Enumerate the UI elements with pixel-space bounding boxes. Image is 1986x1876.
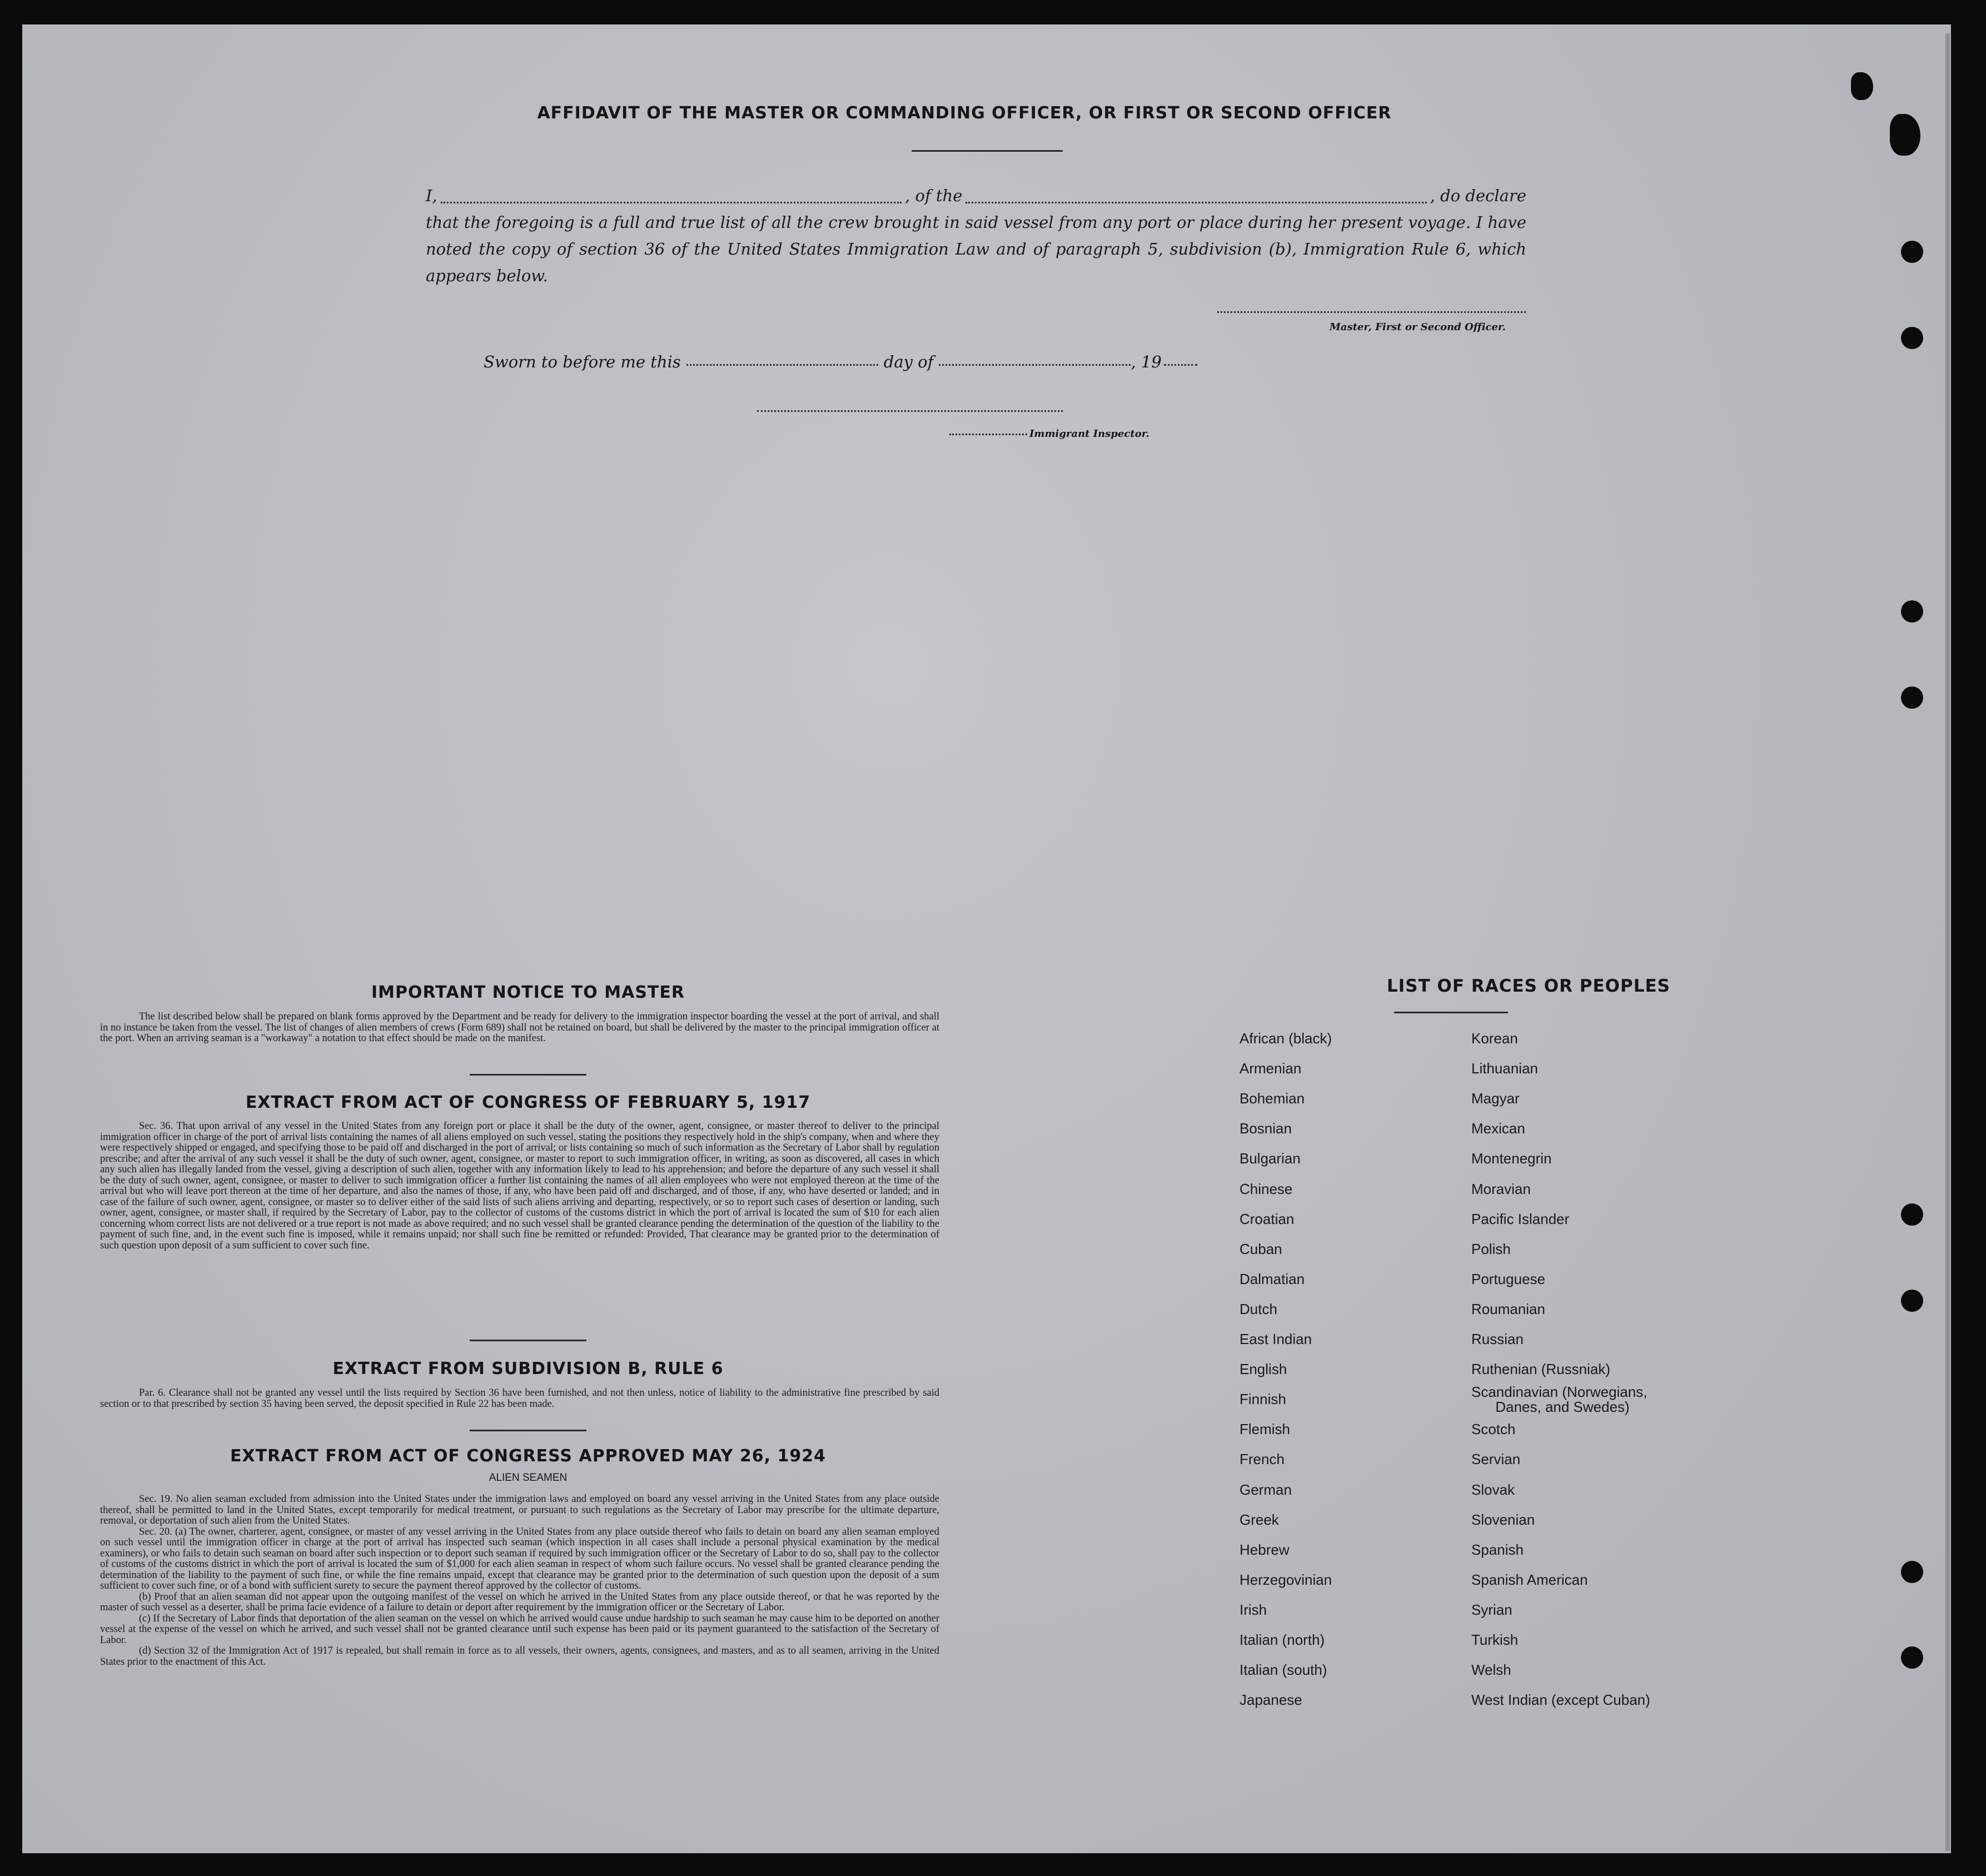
binder-hole — [1901, 1646, 1923, 1669]
torn-edge — [1851, 72, 1873, 100]
race-item: Ruthenian (Russniak) — [1471, 1361, 1611, 1378]
inspector-prefix-line[interactable] — [949, 434, 1027, 435]
affidavit-title: AFFIDAVIT OF THE MASTER OR COMMANDING OFFICER, OR FIRST OR SECOND OFFICER — [537, 103, 1392, 123]
year-blank[interactable] — [1164, 364, 1197, 366]
affidavit-body: that the foregoing is a full and true list of all the crew brought in said vessel from any port or place during her present voyage. I have noted the copy of section 36 of the United States Immigration Law and of paragraph 5, subdivision (b), Immigration Rule 6, which appears below. — [426, 213, 1526, 285]
races-title: LIST OF RACES OR PEOPLES — [1386, 976, 1671, 996]
month-blank[interactable] — [939, 364, 1131, 366]
race-item: Chinese — [1240, 1180, 1293, 1197]
race-item: Moravian — [1471, 1180, 1531, 1197]
binder-hole — [1901, 241, 1923, 263]
race-item: Magyar — [1471, 1090, 1520, 1107]
affidavit-text — [426, 182, 1526, 289]
race-item: Armenian — [1240, 1060, 1302, 1077]
race-item: Italian (north) — [1240, 1631, 1325, 1648]
extract-1917-text — [100, 1121, 939, 1251]
extract-1924-paragraph: Sec. 20. (a) The owner, charterer, agent, consignee, or master of any vessel arriving in the United States from any place outside thereof who fails to detain on board any alien seaman employed on such vessel until the immigration officer in charge at the port of arrival has inspected such seaman (which inspection in all cases shall include a personal physical examination by the medical examiners), or who fails to detain such seaman on board after such inspection or to deport such seaman if required by such immigration officer or the Secretary of Labor to do so, shall pay to the collector of customs of the customs district in which the port of arrival is located the sum of $1,000 for each alien seaman in respect of whom such failure occurs. No vessel shall be granted clearance pending the determination of the liability to the payment of such fine, or while the fine remains unpaid, except that clearance may be granted prior to the determination of such question upon the deposit of a sum sufficient to cover such fine, or of a bond with sufficient surety to secure the payment thereof approved by the collector of customs. — [100, 1526, 939, 1591]
inspector-caption: Immigrant Inspector. — [1029, 428, 1149, 440]
binder-hole — [1901, 1203, 1923, 1226]
binder-hole — [1901, 686, 1923, 709]
race-item: Polish — [1471, 1240, 1511, 1257]
notice-text — [100, 1012, 939, 1044]
divider — [470, 1340, 586, 1341]
extract-1924-paragraph: (d) Section 32 of the Immigration Act of 1917 is repealed, but shall remain in force as to all vessels, their owners, agents, consignees, and masters, and as to all seamen, arriving in the United States prior to the enactment of this Act. — [100, 1645, 939, 1668]
race-item: Bulgarian — [1240, 1150, 1301, 1167]
extract-1924-paragraph: Sec. 19. No alien seaman excluded from admission into the United States under the immigration laws and employed on board any vessel arriving in the United States from any place outside thereof, shall be permitted to land in the United States, except temporarily for medical treatment, or pursuant to such regulations as the Secretary of Labor may prescribe for the ultimate departure, removal, or deportation of such alien from the United States. — [100, 1494, 939, 1526]
divider — [1394, 1012, 1508, 1013]
race-item: Mexican — [1471, 1120, 1525, 1137]
race-item: Herzegovinian — [1240, 1571, 1332, 1588]
race-item: Spanish American — [1471, 1571, 1588, 1588]
extract-1917-title: EXTRACT FROM ACT OF CONGRESS OF FEBRUARY 5, 1917 — [245, 1093, 811, 1112]
extract-1924-paragraph: (b) Proof that an alien seaman did not appear upon the outgoing manifest of the vessel on which he arrived in the United States from any place outside thereof, or that he was reported by the master of such vessel as a deserter, shall be prima facie evidence of a failure to detain or deport after requirement by the immigration officer or the Secretary of Labor. — [100, 1591, 939, 1613]
race-item: Roumanian — [1471, 1300, 1545, 1317]
race-item: African (black) — [1240, 1030, 1332, 1047]
race-item: Finnish — [1240, 1391, 1286, 1408]
race-item: Lithuanian — [1471, 1060, 1538, 1077]
race-item: Scotch — [1471, 1421, 1516, 1438]
divider — [470, 1074, 586, 1076]
race-item: Slovenian — [1471, 1511, 1535, 1528]
extract-1924-title: EXTRACT FROM ACT OF CONGRESS APPROVED MAY 26, 1924 — [230, 1446, 826, 1466]
master-signature-line[interactable] — [1217, 311, 1526, 313]
race-item: Greek — [1240, 1511, 1279, 1528]
race-item: Syrian — [1471, 1601, 1512, 1618]
binder-hole — [1901, 1290, 1923, 1312]
race-item: Korean — [1471, 1030, 1518, 1047]
race-item: Flemish — [1240, 1421, 1291, 1438]
race-item: Dalmatian — [1240, 1270, 1305, 1287]
race-item: German — [1240, 1481, 1292, 1498]
race-item: Welsh — [1471, 1661, 1511, 1679]
divider — [912, 150, 1063, 152]
rule6-title: EXTRACT FROM SUBDIVISION B, RULE 6 — [332, 1359, 724, 1379]
binder-hole — [1901, 1561, 1923, 1583]
race-item: Scandinavian (Norwegians, Danes, and Swedes) — [1471, 1384, 1647, 1416]
rule6-text — [100, 1388, 939, 1410]
affidavit-line-end: , do declare — [1430, 186, 1526, 205]
binder-hole — [1901, 327, 1923, 349]
race-item: East Indian — [1240, 1331, 1312, 1347]
race-item: Servian — [1471, 1451, 1521, 1468]
race-item: Italian (south) — [1240, 1661, 1327, 1679]
race-item: Irish — [1240, 1601, 1267, 1618]
race-item: Slovak — [1471, 1481, 1515, 1498]
race-item: Bosnian — [1240, 1120, 1292, 1137]
rule6-paragraph: Par. 6. Clearance shall not be granted any vessel until the lists required by Section 36 have been furnished, and not then unless, notice of liability to the administrative fine prescribed by said section or to that prescribed by section 35 having been served, the deposit specified in Rule 22 has been made. — [100, 1387, 939, 1410]
race-item: Cuban — [1240, 1240, 1282, 1257]
race-item: Spanish — [1471, 1541, 1524, 1558]
affidavit-line-mid: , of the — [905, 186, 963, 205]
race-item: English — [1240, 1361, 1287, 1378]
race-item: Turkish — [1471, 1631, 1519, 1648]
race-item: Montenegrin — [1471, 1150, 1552, 1167]
race-item: Dutch — [1240, 1300, 1277, 1317]
race-item: Hebrew — [1240, 1541, 1290, 1558]
divider — [470, 1430, 586, 1431]
race-item: Japanese — [1240, 1691, 1302, 1709]
race-item: Portuguese — [1471, 1270, 1545, 1287]
extract-1917-paragraph: Sec. 36. That upon arrival of any vessel in the United States from any foreign port or place it shall be the duty of the owner, agent, consignee, or master thereof to deliver to the principal immigration officer in charge of the port of arrival lists containing the names of all aliens employed on such vessel, stating the positions they respectively hold in the ship's company, when and where they were respectively shipped or engaged, and specifying those to be paid off and discharged in the port of arrival; or lists containing so much of such information as the Secretary of Labor shall by regulation prescribe; and after the arrival of any such vessel it shall be the duty of such owner, agent, consignee, or master to report to such immigration officer, in writing, as soon as discovered, all cases in which any such alien has illegally landed from the vessel, giving a description of such alien, together with any information likely to lead to his apprehension; and before the departure of any such vessel it shall be the duty of such owner, agent, consignee, or master to deliver to such immigration officer a further list containing the names of all alien employees who were not employed thereon at the time of the arrival but who will leave port thereon at the time of her departure, and also the names of those, if any, who have been paid off and discharged, and of those, if any, who have deserted or landed; and in case of the failure of such owner, agent, consignee, or master so to deliver either of the said lists of such aliens arriving and departing, respectively, or so to report such cases of desertion or landing, such owner, agent, consignee, or master shall, if required by the Secretary of Labor, pay to the collector of customs of the customs district in which the port of arrival is located the sum of $10 for each alien concerning whom correct lists are not delivered or a true report is not made as above required; and no such vessel shall be granted clearance pending the determination of the question of the liability to the payment of such fine, and, in the event such fine is imposed, while it remains unpaid; nor shall such fine be remitted or refunded: Provided, That clearance may be granted prior to the determination of such question upon deposit of a sum sufficient to cover such fine. — [100, 1121, 939, 1251]
name-blank[interactable] — [441, 202, 902, 203]
extract-1924-text — [100, 1494, 939, 1668]
day-blank[interactable] — [686, 364, 878, 366]
sworn-line — [484, 352, 1203, 371]
race-item: Croatian — [1240, 1210, 1295, 1227]
affidavit-line-start: I, — [426, 186, 437, 205]
race-item: West Indian (except Cuban) — [1471, 1691, 1650, 1709]
extract-1924-subtitle: ALIEN SEAMEN — [489, 1472, 568, 1484]
sworn-prefix: Sworn to before me this — [484, 352, 681, 371]
sworn-day-of: day of — [883, 352, 934, 371]
sworn-year: , 19 — [1131, 352, 1162, 371]
race-item: Russian — [1471, 1331, 1524, 1347]
race-item: Pacific Islander — [1471, 1210, 1570, 1227]
notice-title: IMPORTANT NOTICE TO MASTER — [371, 983, 685, 1002]
inspector-signature-line[interactable] — [757, 410, 1063, 412]
notice-paragraph: The list described below shall be prepared on blank forms approved by the Department and be ready for delivery to the immigration inspector boarding the vessel at the port of arrival, and shall in no instance be taken from the vessel. The list of changes of alien members of crews (Form 689) shall not be retained on board, but shall be delivered by the master to the principal immigration officer at the port. When an arriving seaman is a "workaway" a notation to that effect should be made on the manifest. — [100, 1011, 939, 1044]
race-item: Bohemian — [1240, 1090, 1305, 1107]
master-signature-caption: Master, First or Second Officer. — [1330, 321, 1506, 333]
binder-hole — [1901, 600, 1923, 623]
extract-1924-paragraph: (c) If the Secretary of Labor finds that deportation of the alien seaman on the vessel on which he arrived would cause undue hardship to such seaman he may cause him to be deported on another vessel at the expense of the vessel on which he arrived, and such vessel shall not be granted clearance until such expense has been paid or its payment guaranteed to the satisfaction of the Secretary of Labor. — [100, 1613, 939, 1646]
page-edge — [1945, 33, 1950, 1851]
race-item: French — [1240, 1451, 1285, 1468]
vessel-blank[interactable] — [965, 202, 1426, 203]
